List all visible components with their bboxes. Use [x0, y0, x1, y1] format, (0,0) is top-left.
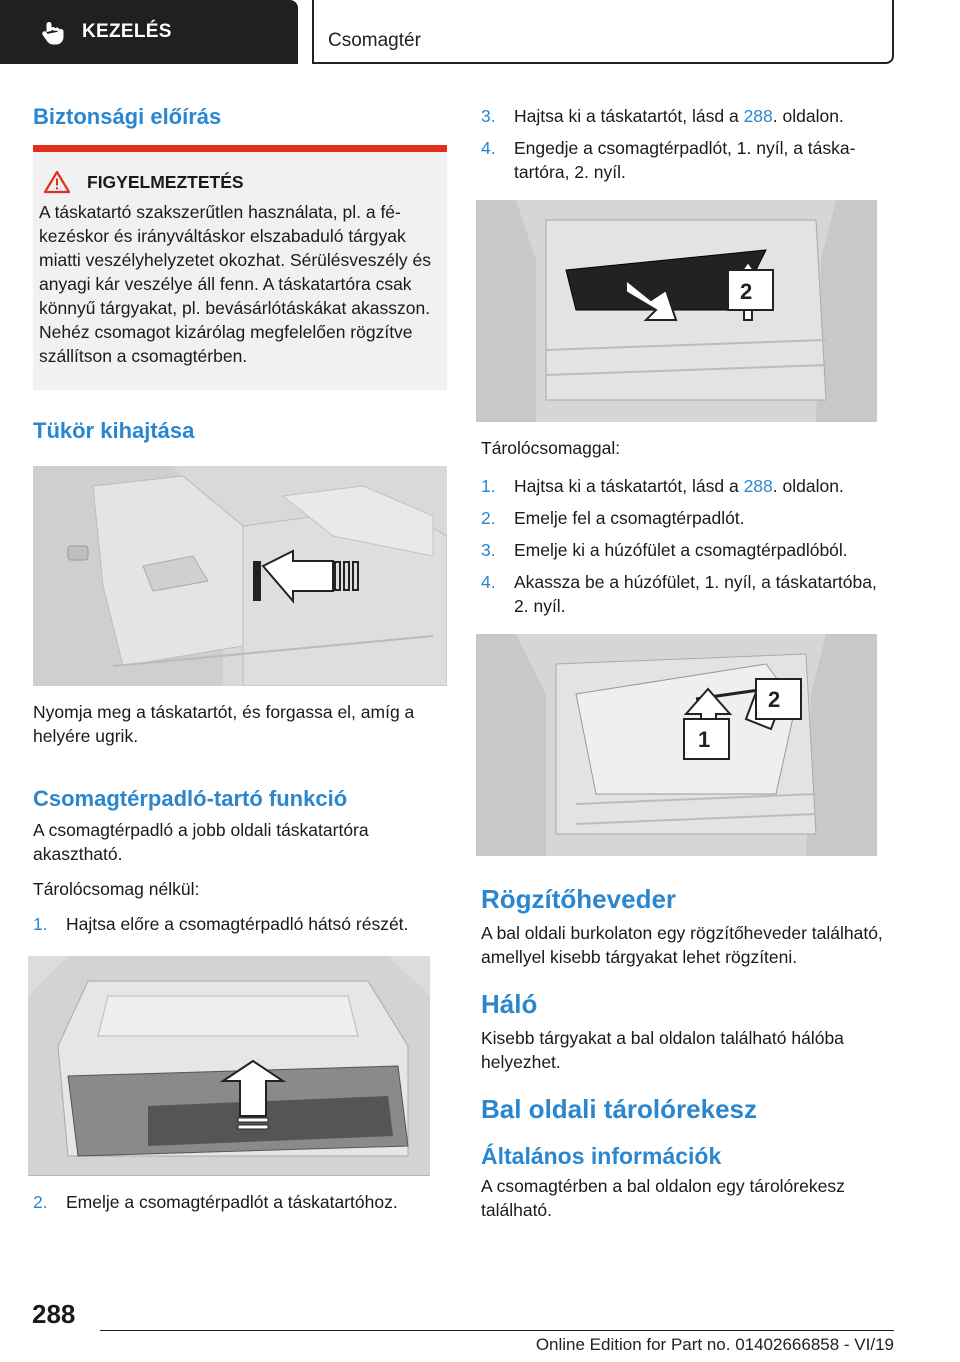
- step-number: 3.: [481, 106, 496, 126]
- step-number: 4.: [481, 572, 496, 592]
- figure-label-1: 1: [698, 727, 711, 752]
- figure-label-2: 2: [768, 687, 781, 712]
- step-text: Akassza be a húzófület, 1. nyíl, a táskatartóba, 2. nyíl.: [514, 572, 877, 616]
- steps-without-pack-cont: [33, 1190, 447, 1214]
- page-link[interactable]: 288: [743, 106, 773, 126]
- header-title-box: [312, 0, 894, 64]
- step-text-pre: Hajtsa ki a táskatartót, lásd a: [514, 106, 744, 126]
- step-number: 2.: [481, 508, 496, 528]
- without-pack-label: Tárolócsomag nélkül:: [33, 879, 200, 899]
- section-label: KEZELÉS: [82, 21, 172, 42]
- with-pack-label: Tárolócsomaggal:: [481, 438, 621, 458]
- step-text: Hajtsa előre a csomagtérpadló hátsó részét.: [66, 914, 409, 934]
- section-tab[interactable]: [0, 0, 298, 64]
- footer-divider: [100, 1330, 894, 1331]
- figure-label-2: 2: [740, 279, 753, 304]
- step-text: Emelje a csomagtérpadlót a táskatartóhoz.: [66, 1192, 398, 1212]
- right-column-mid: [481, 436, 895, 626]
- step-text-pre: Hajtsa ki a táskatartót, lásd a: [514, 476, 744, 496]
- warning-box: [33, 145, 447, 390]
- mirror-text: Nyomja meg a táskatartót, és forgassa el, amíg a helyére ugrik.: [33, 702, 415, 746]
- step-text: Emelje fel a csomagtérpadlót.: [514, 508, 745, 528]
- edition-info: Online Edition for Part no. 01402666858 - VI/19: [535, 1335, 894, 1354]
- step-number: 3.: [481, 540, 496, 560]
- page-link[interactable]: 288: [743, 476, 773, 496]
- heading-floor: Csomagtérpadló-tartó funkció: [33, 786, 348, 811]
- right-column-bottom: [481, 884, 895, 1222]
- warning-text: A táskatartó szakszerűtlen használata, pl. a fékezéskor és irányváltáskor elszabaduló tárgyak miatti veszélyhelyzetet okozhat. Sérülésveszély és anyagi kár veszélye áll fenn. A táskatartóra csak könnyű tárgyakat, pl. bevásárlótáskákat akasszon. Nehéz csomagot kizárólag megfelelően rögzítve szállítson a csomagtérben.: [39, 202, 431, 366]
- left-column: [33, 104, 447, 444]
- heading-compartment: Bal oldali tárolórekesz: [481, 1094, 757, 1124]
- step-text: Emelje ki a húzófület a csomagtérpadlóból.: [514, 540, 848, 560]
- warning-title: FIGYELMEZTETÉS: [87, 171, 244, 192]
- figure-trunk-floor-fold: [28, 956, 430, 1176]
- step-number: 1.: [33, 914, 48, 934]
- step-number: 2.: [33, 1192, 48, 1212]
- heading-net: Háló: [481, 989, 538, 1019]
- strap-text: A bal oldali burkolaton egy rögzítőheveder található, amellyel kisebb tárgyakat lehet rögzíteni.: [481, 923, 883, 967]
- list-item: [33, 1190, 447, 1214]
- hand-pointer-icon: [40, 19, 66, 45]
- heading-safety: Biztonsági előírás: [33, 104, 222, 129]
- right-column: [481, 104, 895, 192]
- heading-general: Általános információk: [481, 1143, 722, 1169]
- step-number: 1.: [481, 476, 496, 496]
- heading-strap: Rögzítőheveder: [481, 884, 677, 914]
- warning-triangle-icon: [43, 170, 71, 194]
- figure-floor-on-holder: [476, 200, 877, 422]
- steps-without-pack-right: [481, 104, 895, 184]
- page-number: 288: [32, 1299, 76, 1329]
- figure-pull-tab-hook: [476, 634, 877, 856]
- list-item: [481, 104, 895, 128]
- general-text: A csomagtérben a bal oldalon egy tárolórekesz található.: [481, 1176, 845, 1220]
- figure-label-1: 1: [673, 290, 685, 312]
- left-column-bottom: [33, 1190, 447, 1222]
- figure-mirror: [33, 466, 447, 686]
- step-text-post: . oldalon.: [772, 476, 844, 496]
- step-text-post: . oldalon.: [772, 106, 844, 126]
- floor-text: A csomagtérpadló a jobb oldali táskatartóra akasztható.: [33, 820, 369, 864]
- step-number: 4.: [481, 138, 496, 158]
- list-item: [481, 506, 895, 530]
- list-item: [481, 570, 895, 618]
- step-text: Engedje a csomagtérpadlót, 1. nyíl, a táskatartóra, 2. nyíl.: [514, 138, 856, 182]
- steps-with-pack: [481, 474, 895, 618]
- list-item: [33, 912, 447, 936]
- left-column-mid: [33, 700, 447, 944]
- heading-mirror: Tükör kihajtása: [33, 418, 195, 443]
- page-title: Csomagtér: [328, 30, 421, 51]
- list-item: [481, 136, 895, 184]
- net-text: Kisebb tárgyakat a bal oldalon található hálóba helyezhet.: [481, 1028, 844, 1072]
- list-item: [481, 538, 895, 562]
- list-item: [481, 474, 895, 498]
- steps-without-pack: [33, 912, 447, 936]
